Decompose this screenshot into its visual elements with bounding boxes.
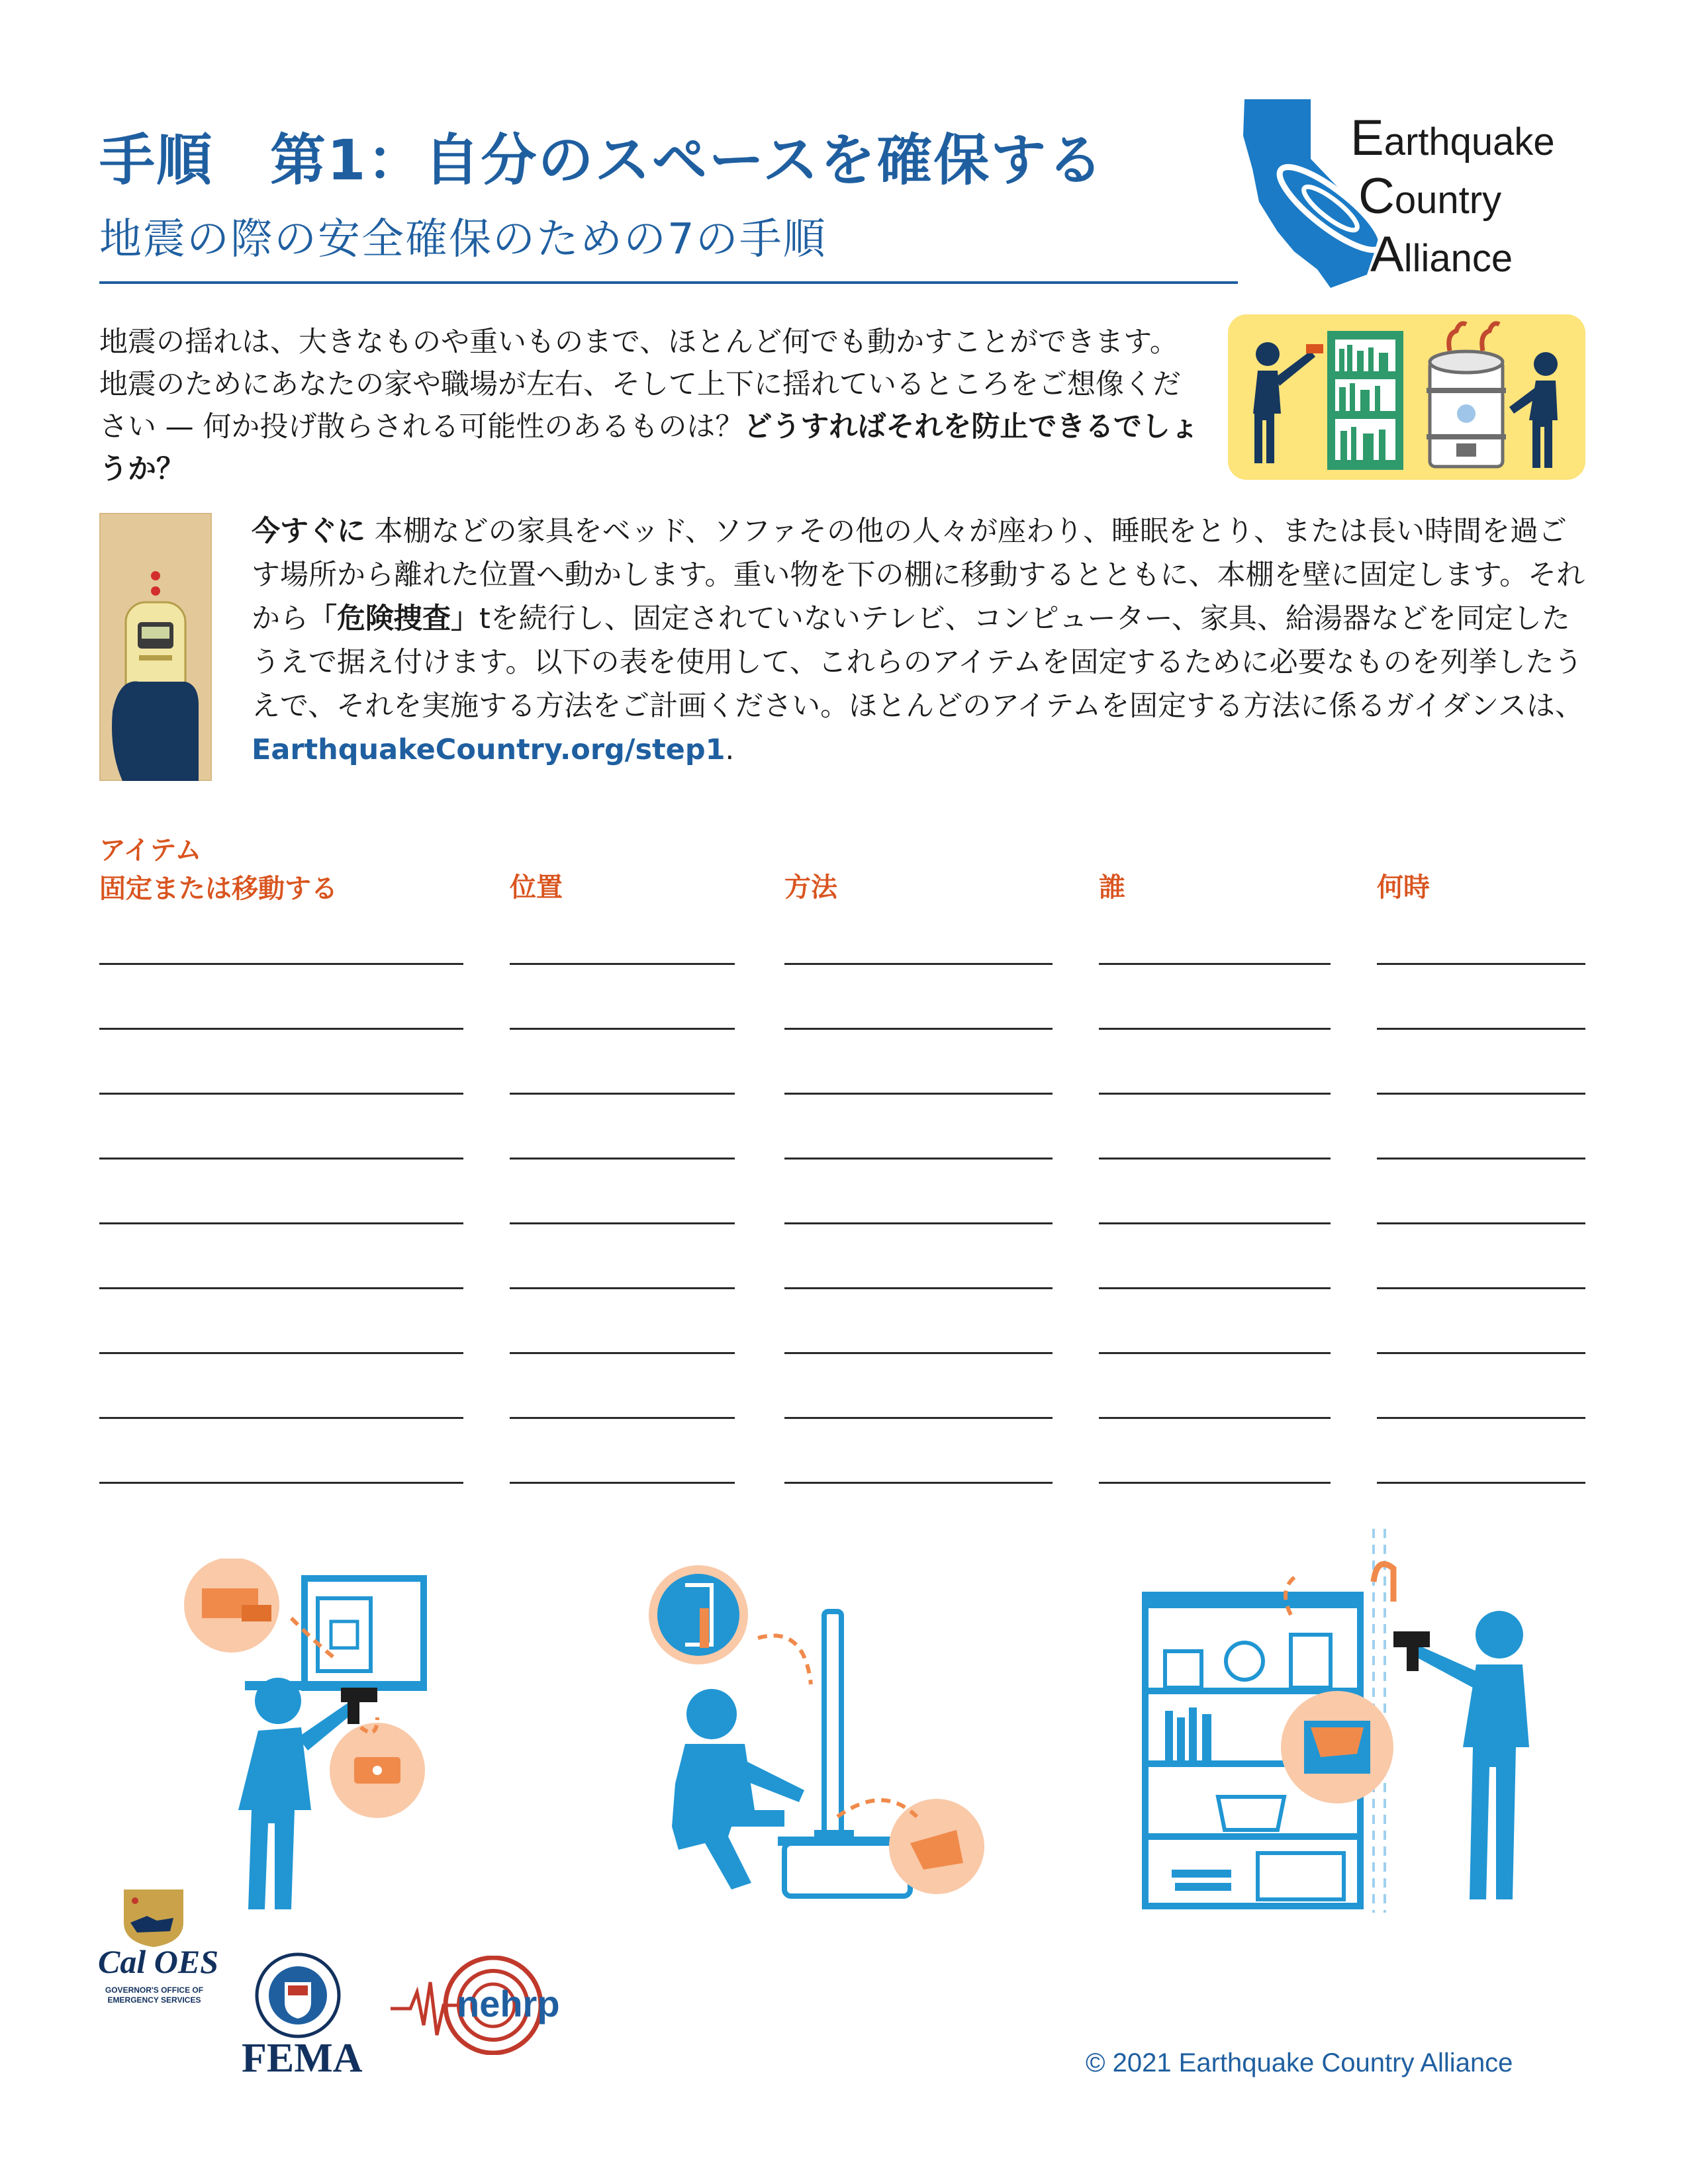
step1-link[interactable]: EarthquakeCountry.org/step1 [252, 733, 726, 766]
fill-in-line-method [784, 1352, 1053, 1354]
copyright: © 2021 Earthquake Country Alliance [1086, 2048, 1513, 2077]
right-now-text-1: 本棚などの家具をベッド、ソファその他の人々が座わり、睡眠をとり、または長い時間を過ごす場所から離れた位置へ動かします。重い物を下の棚に移動するとともに、本棚を壁に固定します。それから [252, 515, 1585, 635]
fill-in-line-when [1377, 1482, 1585, 1484]
fill-in-line-who [1099, 963, 1331, 965]
stud-finder-image [99, 513, 212, 781]
col-header-method: 方法 [784, 872, 837, 903]
intro-text: 地震の揺れは、大きなものや重いものまで、ほとんど何でも動かすことができます。地震のためにあなたの家や職場が左右、そして上下に揺れているところをご想像ください — 何か投げ散らされる可能性のあるものは？ [99, 326, 1181, 443]
fill-in-line-item [99, 1028, 463, 1030]
fill-in-line-item [99, 1352, 463, 1354]
fill-in-line-method [784, 1158, 1053, 1160]
secure-bookshelf-illustration [1139, 1529, 1562, 1913]
intro-question: どうすればそれを防止できるでしょうか？ [99, 410, 1199, 486]
secure-furniture-illustration [1228, 314, 1585, 480]
fill-in-line-who [1099, 1222, 1331, 1224]
col-header-item: アイテム 固定または移動する [99, 835, 338, 904]
page-title: 手順 第1：自分のスペースを確保する [99, 128, 1105, 193]
fill-in-line-item [99, 1417, 463, 1419]
people-securing-icon [1228, 314, 1585, 480]
nehrp-logo-text: nehrp [457, 1983, 560, 2025]
fill-in-line-who [1099, 1417, 1331, 1419]
fill-in-line-when [1377, 1352, 1585, 1354]
fill-in-line-when [1377, 1417, 1585, 1419]
secure-tv-illustration [645, 1565, 990, 1903]
right-now-text-2: tを続行し、固定されていないテレビ、コンピューター、家具、給湯器などを同定したうえで据え付けます。以下の表を使用して、これらのアイテムを固定するために必要なものを列挙したうえで、それを実施する方法をご計画ください。ほとんどのアイテムを固定する方法に係るガイダンスは、 [252, 602, 1583, 723]
fema-logo-text: FEMA [242, 2036, 363, 2081]
fill-in-line-location [510, 1287, 735, 1289]
fill-in-line-location [510, 1093, 735, 1095]
fill-in-line-when [1377, 1222, 1585, 1224]
fill-in-line-location [510, 1352, 735, 1354]
fill-in-line-location [510, 1158, 735, 1160]
fill-in-line-method [784, 1287, 1053, 1289]
fill-in-line-item [99, 1222, 463, 1224]
fill-in-line-method [784, 1222, 1053, 1224]
fill-in-line-who [1099, 1158, 1331, 1160]
fill-in-line-when [1377, 1158, 1585, 1160]
fill-in-line-method [784, 963, 1053, 965]
right-now-lead: 今すぐに [252, 515, 365, 548]
fill-in-line-when [1377, 1028, 1585, 1030]
fill-in-line-item [99, 1093, 463, 1095]
page-subtitle: 地震の際の安全確保のための7の手順 [99, 215, 827, 264]
col-header-who: 誰 [1099, 872, 1125, 903]
title-rule [99, 281, 1238, 284]
caloes-subtext: GOVERNOR'S OFFICE OF EMERGENCY SERVICES [105, 1985, 204, 2005]
intro-paragraph [99, 321, 1205, 490]
fill-in-line-who [1099, 1287, 1331, 1289]
col-header-when: 何時 [1377, 872, 1430, 903]
caloes-shield-icon [120, 1886, 187, 1949]
right-now-paragraph: 今すぐに 本棚などの家具をベッド、ソファその他の人々が座わり、睡眠をとり、または長い時間を過ごす場所から離れた位置へ動かします。重い物を下の棚に移動するとともに、本棚を壁に固定します。それから「危険捜査」tを続行し、固定されていないテレビ、コンピューター、家具、給湯器などを同定したうえで据え付けます。以下の表を使用して、これらのアイテムを固定するために必要なものを列挙したうえで、それを実施する方法をご計画ください。ほとんどのアイテムを固定する方法に係るガイダンスは、EarthquakeCountry.org/step1. [252, 515, 1585, 766]
fill-in-line-method [784, 1417, 1053, 1419]
fill-in-line-who [1099, 1482, 1331, 1484]
fill-in-line-location [510, 963, 735, 965]
fill-in-line-who [1099, 1352, 1331, 1354]
fill-in-line-when [1377, 1093, 1585, 1095]
fill-in-line-method [784, 1028, 1053, 1030]
col-header-location: 位置 [510, 872, 563, 903]
fill-in-line-when [1377, 1287, 1585, 1289]
eca-logo-text: Earthquake Country Alliance [1350, 110, 1555, 283]
fill-in-line-item [99, 1287, 463, 1289]
fill-in-line-item [99, 1158, 463, 1160]
fill-in-line-item [99, 963, 463, 965]
hazard-hunt-label: 「危険捜査」 [308, 602, 479, 635]
dhs-seal-icon [255, 1952, 341, 2038]
fill-in-line-location [510, 1222, 735, 1224]
fill-in-line-location [510, 1482, 735, 1484]
fill-in-line-location [510, 1028, 735, 1030]
fill-in-line-item [99, 1482, 463, 1484]
fill-in-line-who [1099, 1028, 1331, 1030]
fill-in-line-who [1099, 1093, 1331, 1095]
fill-in-line-when [1377, 963, 1585, 965]
secure-cabinet-illustration [179, 1559, 444, 1916]
fill-in-line-location [510, 1417, 735, 1419]
fill-in-line-method [784, 1482, 1053, 1484]
caloes-logo-text: Cal OES [98, 1943, 219, 1980]
fill-in-line-method [784, 1093, 1053, 1095]
